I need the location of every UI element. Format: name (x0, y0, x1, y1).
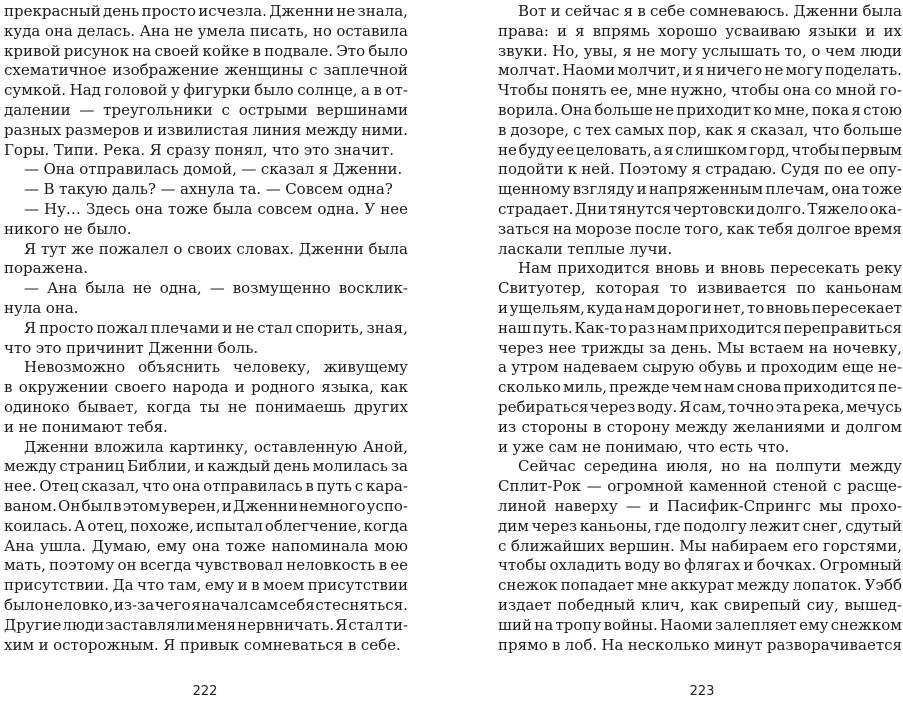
text-line: страдает. Дни тянутся чертовски долго. Тяжело ока- (498, 199, 902, 218)
text-line: Сейчас середина июля, но на полпути между (518, 457, 902, 476)
text-line: Дженни вложила картинку, оставленную Аной, (24, 437, 408, 456)
text-line: Сплит-Рок — огромной каменной стеной с расще- (498, 477, 902, 496)
text-line: сколько миль, прежде чем нам снова приходится пе- (498, 378, 902, 397)
text-line: коилась. А отец, похоже, испытал облегчение, когда (4, 516, 408, 535)
text-line: хим и осторожным. Я привык сомневаться в себе. (4, 635, 401, 654)
text-line: Горы. Типи. Река. Я сразу понял, что это значит. (4, 140, 395, 159)
text-line: нула она. (4, 298, 79, 317)
text-line: далении — треугольники с острыми вершинами (4, 100, 408, 119)
text-line: Другие люди заставляли меня нервничать. Я стал ти- (4, 615, 408, 634)
text-line: не буду ее целовать, а я слишком горд, чтобы первым (498, 140, 902, 159)
text-line: поражена. (4, 259, 88, 278)
text-line: с ближайших вершин. Мы набираем его горстями, (498, 536, 902, 555)
right-page (498, 2, 902, 655)
text-line: чтобы охладить воду во флягах и бочках. Огромный (498, 556, 902, 575)
text-line: — Она отправилась домой, — сказал я Дженни. (24, 160, 403, 179)
text-line: наш путь. Как-то раз нам приходится переправиться (498, 318, 902, 337)
text-line: что это причинит Дженни боль. (4, 338, 259, 357)
page-number-right: 223 (689, 684, 715, 699)
text-line: Я тут же пожалел о своих словах. Дженни была (24, 239, 408, 258)
text-line: звуки. Но, увы, я не могу услышать то, о чем люди (498, 41, 902, 60)
text-line: — Ана была не одна, — возмущенно восклик- (24, 279, 408, 298)
text-line: в окружении своего народа и родного языка, как (4, 378, 408, 397)
text-line: в дозоре, с тех самых пор, как я сказал, что больше (498, 120, 902, 139)
left-page (4, 2, 408, 655)
text-line: ваном. Он был в этом уверен, и Дженни немного успо- (4, 496, 408, 515)
text-line: ший на тропу войны. Наоми залепляет ему снежком (498, 615, 902, 634)
text-line: между страниц Библии, и каждый день молилась за (4, 457, 408, 476)
text-line: сумкой. Над головой у фигурки было солнце, а в от- (4, 81, 408, 100)
text-line: Я просто пожал плечами и не стал спорить, зная, (24, 318, 408, 337)
text-line: прекрасный день просто исчезла. Дженни не знала, (4, 2, 408, 20)
text-line: никого не было. (4, 219, 132, 238)
text-line: Невозможно объяснить человеку, живущему (24, 358, 408, 377)
text-line: и уже сам не понимаю, что есть что. (498, 437, 790, 456)
text-line: Ана ушла. Думаю, ему она тоже напоминала мою (4, 536, 408, 555)
text-line: нее. Отец сказал, что она отправилась в путь с кара- (4, 477, 408, 496)
text-line: и не понимают тебя. (4, 417, 168, 436)
text-line: ребираться через воду. Я сам, точно эта река, мечусь (498, 397, 902, 416)
text-line: подойти к ней. Поэтому я страдаю. Судя по ее опу- (498, 160, 902, 179)
text-line: линой наверху — и Пасифик-Спрингс мы прохо- (498, 496, 902, 515)
text-line: было неловко, из-за чего я начал сам себя стесняться. (4, 595, 408, 614)
text-line: Чтобы понять ее, мне нужно, чтобы она со мной го- (498, 81, 902, 100)
text-line: разных размеров и извилистая линия между ними. (4, 120, 408, 139)
text-line: прямо в лоб. На несколько минут разворачивается (498, 635, 902, 654)
text-line: из стороны в сторону между желаниями и долгом (498, 417, 902, 436)
text-line: через нее трижды за день. Мы встаем на ночевку, (498, 338, 902, 357)
text-line: издает победный клич, как свирепый сиу, вышед- (498, 595, 902, 614)
text-line: Нам приходится вновь и вновь пересекать реку (518, 259, 902, 278)
text-line: права: и я впрямь хорошо усваиваю языки и их (498, 21, 902, 40)
text-line: присутствии. Да что там, ему и в моем присутствии (4, 576, 408, 595)
text-line: мать, поэтому он всегда чувствовал неловкость в ее (4, 556, 408, 575)
text-line: Свитуотер, которая то извивается по каньонам (498, 279, 902, 298)
text-line: — Ну… Здесь она тоже была совсем одна. У нее (24, 199, 408, 218)
text-line: и ущельям, куда нам дороги нет, то вновь пересекает (498, 298, 902, 317)
text-line: одиноко бывает, когда ты не понимаешь других (4, 397, 408, 416)
text-line: схематичное изображение женщины с заплечной (4, 61, 408, 80)
page-number-left: 222 (192, 684, 218, 699)
text-line: дим через каньоны, где подолгу лежит снег, сдутый (498, 516, 902, 535)
text-line: куда она делась. Ана не умела писать, но оставила (4, 21, 408, 40)
text-line: молчат. Наоми молчит, и я ничего не могу поделать. (498, 61, 902, 80)
text-line: — В такую даль? — ахнула та. — Совсем одна? (24, 180, 393, 199)
text-line: Вот и сейчас я в себе сомневаюсь. Дженни была (518, 2, 902, 20)
text-line: заться на морозе после того, как тебя долгое время (498, 219, 902, 238)
text-line: снежок попадает мне аккурат между лопаток. Уэбб (498, 576, 902, 595)
text-line: а утром надеваем сырую обувь и проходим еще не- (498, 358, 902, 377)
text-line: щенному взгляду и напряженным плечам, она тоже (498, 180, 902, 199)
text-line: кривой рисунок на своей койке в подвале. Это было (4, 41, 408, 60)
text-line: ворила. Она больше не приходит ко мне, пока я стою (498, 100, 902, 119)
text-line: ласкали теплые лучи. (498, 239, 673, 258)
